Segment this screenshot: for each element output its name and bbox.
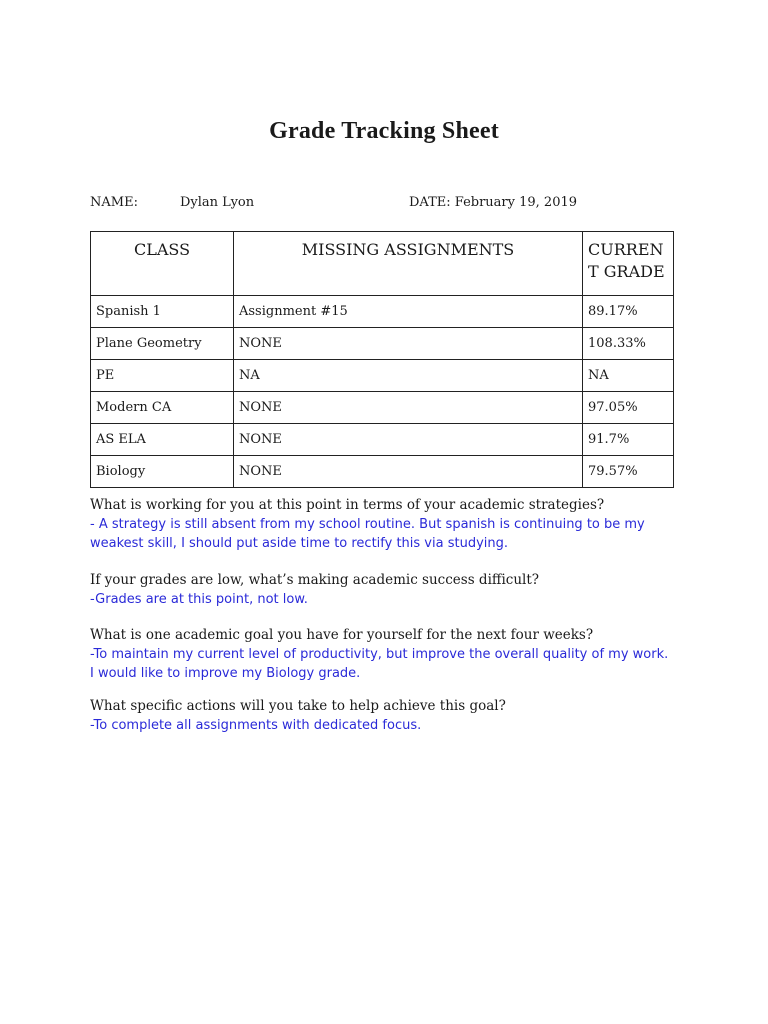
answer-text (90, 515, 690, 553)
answer-line: -To complete all assignments with dedicated focus. (90, 718, 422, 733)
page-title: Grade Tracking Sheet (269, 118, 499, 144)
table-row (91, 360, 674, 392)
qa-block-strategies (90, 496, 690, 553)
cell-missing: NONE (234, 328, 583, 360)
cell-class: AS ELA (91, 424, 234, 456)
header-class: CLASS (91, 232, 234, 296)
header-missing-assignments: MISSING ASSIGNMENTS (234, 232, 583, 296)
cell-missing: NA (234, 360, 583, 392)
cell-grade: 97.05% (583, 392, 674, 424)
table-row (91, 296, 674, 328)
qa-block-goal (90, 626, 690, 683)
cell-class: Modern CA (91, 392, 234, 424)
cell-missing: NONE (234, 392, 583, 424)
question-text: What is one academic goal you have for yourself for the next four weeks? (90, 627, 594, 643)
cell-missing: NONE (234, 456, 583, 488)
cell-grade: 91.7% (583, 424, 674, 456)
cell-class: Spanish 1 (91, 296, 234, 328)
answer-line: - A strategy is still absent from my school routine. But spanish is continuing to be my weakest skill, I should put aside time to rectify this via studying. (90, 517, 645, 551)
table-row (91, 328, 674, 360)
answer-text (90, 590, 690, 609)
cell-missing: NONE (234, 424, 583, 456)
table-row (91, 424, 674, 456)
question-text: If your grades are low, what’s making academic success difficult? (90, 572, 540, 588)
table-row (91, 392, 674, 424)
answer-line: -Grades are at this point, not low. (90, 592, 308, 607)
qa-block-actions (90, 697, 690, 735)
cell-missing: Assignment #15 (234, 296, 583, 328)
qa-block-difficulties (90, 571, 690, 609)
table-row (91, 456, 674, 488)
cell-grade: NA (583, 360, 674, 392)
name-value: Dylan Lyon (180, 195, 255, 210)
answer-text (90, 645, 690, 683)
grade-table (90, 231, 674, 488)
question-text: What is working for you at this point in terms of your academic strategies? (90, 497, 605, 513)
answer-text (90, 716, 690, 735)
cell-grade: 108.33% (583, 328, 674, 360)
cell-grade: 89.17% (583, 296, 674, 328)
answer-line: -To maintain my current level of productivity, but improve the overall quality of my work. (90, 647, 669, 662)
header-current-grade: CURRENT GRADE (583, 232, 674, 296)
cell-class: PE (91, 360, 234, 392)
table-header-row (91, 232, 674, 296)
cell-class: Plane Geometry (91, 328, 234, 360)
name-label: NAME: (90, 195, 138, 210)
date-field: DATE: February 19, 2019 (409, 195, 578, 210)
cell-grade: 79.57% (583, 456, 674, 488)
answer-line: I would like to improve my Biology grade. (90, 666, 361, 681)
question-text: What specific actions will you take to help achieve this goal? (90, 698, 506, 714)
cell-class: Biology (91, 456, 234, 488)
